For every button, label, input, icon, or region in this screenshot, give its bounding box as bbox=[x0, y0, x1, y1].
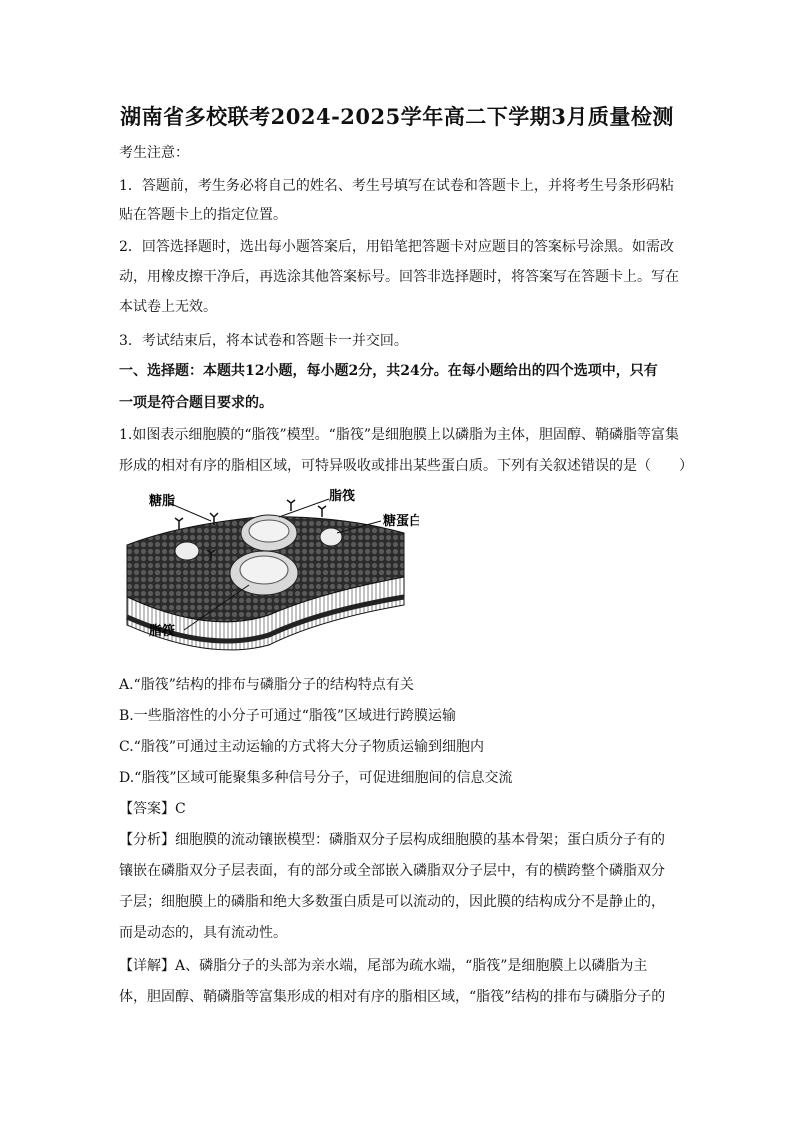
notice-line-4: 动，用橡皮擦干净后，再选涂其他答案标号。回答非选择题时，将答案写在答题卡上。写在 bbox=[119, 269, 679, 285]
analysis-line-4: 而是动态的，具有流动性。 bbox=[119, 925, 287, 941]
detail-line-1: 【详解】A、磷脂分子的头部为亲水端，尾部为疏水端，“脂筏”是细胞膜上以磷脂为主 bbox=[119, 958, 648, 974]
label-raft-top: 脂筏 bbox=[329, 489, 356, 504]
page-title: 湖南省多校联考2024-2025学年高二下学期3月质量检测 bbox=[120, 104, 674, 129]
label-glycolipid: 糖脂 bbox=[149, 494, 176, 509]
option-d: D.“脂筏”区域可能聚集多种信号分子，可促进细胞间的信息交流 bbox=[119, 770, 513, 786]
notice-line-6: 3．考试结束后，将本试卷和答题卡一并交回。 bbox=[119, 333, 408, 349]
option-a: A.“脂筏”结构的排布与磷脂分子的结构特点有关 bbox=[119, 677, 414, 693]
membrane-figure bbox=[119, 485, 419, 655]
label-raft-bottom: 脂筏 bbox=[149, 624, 176, 639]
notice-heading: 考生注意： bbox=[119, 145, 189, 161]
answer: 【答案】C bbox=[119, 801, 186, 817]
analysis-line-2: 镶嵌在磷脂双分子层表面，有的部分或全部嵌入磷脂双分子层中，有的横跨整个磷脂双分 bbox=[119, 863, 665, 879]
option-c: C.“脂筏”可通过主动运输的方式将大分子物质运输到细胞内 bbox=[119, 739, 484, 755]
analysis-line-3: 子层；细胞膜上的磷脂和绝大多数蛋白质是可以流动的，因此膜的结构成分不是静止的， bbox=[119, 894, 665, 910]
lipid-raft-illustration bbox=[119, 485, 419, 655]
notice-line-2: 贴在答题卡上的指定位置。 bbox=[119, 207, 287, 223]
section-heading-line-1: 一、选择题：本题共12小题，每小题2分，共24分。在每小题给出的四个选项中，只有 bbox=[119, 363, 658, 379]
section-heading-line-2: 一项是符合题目要求的。 bbox=[119, 395, 273, 411]
notice-line-5: 本试卷上无效。 bbox=[119, 299, 217, 315]
question-stem-line-1: 1.如图表示细胞膜的“脂筏”模型。“脂筏”是细胞膜上以磷脂为主体，胆固醇、鞘磷脂等富集 bbox=[119, 427, 679, 443]
option-b: B.一些脂溶性的小分子可通过“脂筏”区域进行跨膜运输 bbox=[119, 708, 457, 724]
question-stem-line-2: 形成的相对有序的脂相区域，可特异吸收或排出某些蛋白质。下列有关叙述错误的是（ ） bbox=[119, 458, 693, 474]
notice-line-3: 2．回答选择题时，选出每小题答案后，用铅笔把答题卡对应题目的答案标号涂黑。如需改 bbox=[119, 239, 674, 255]
notice-line-1: 1．答题前，考生务必将自己的姓名、考生号填写在试卷和答题卡上，并将考生号条形码粘 bbox=[119, 178, 674, 194]
label-glycoprotein: 糖蛋白 bbox=[383, 514, 419, 529]
analysis-line-1: 【分析】细胞膜的流动镶嵌模型：磷脂双分子层构成细胞膜的基本骨架；蛋白质分子有的 bbox=[119, 832, 665, 848]
detail-line-2: 体，胆固醇、鞘磷脂等富集形成的相对有序的脂相区域，“脂筏”结构的排布与磷脂分子的 bbox=[119, 989, 666, 1005]
